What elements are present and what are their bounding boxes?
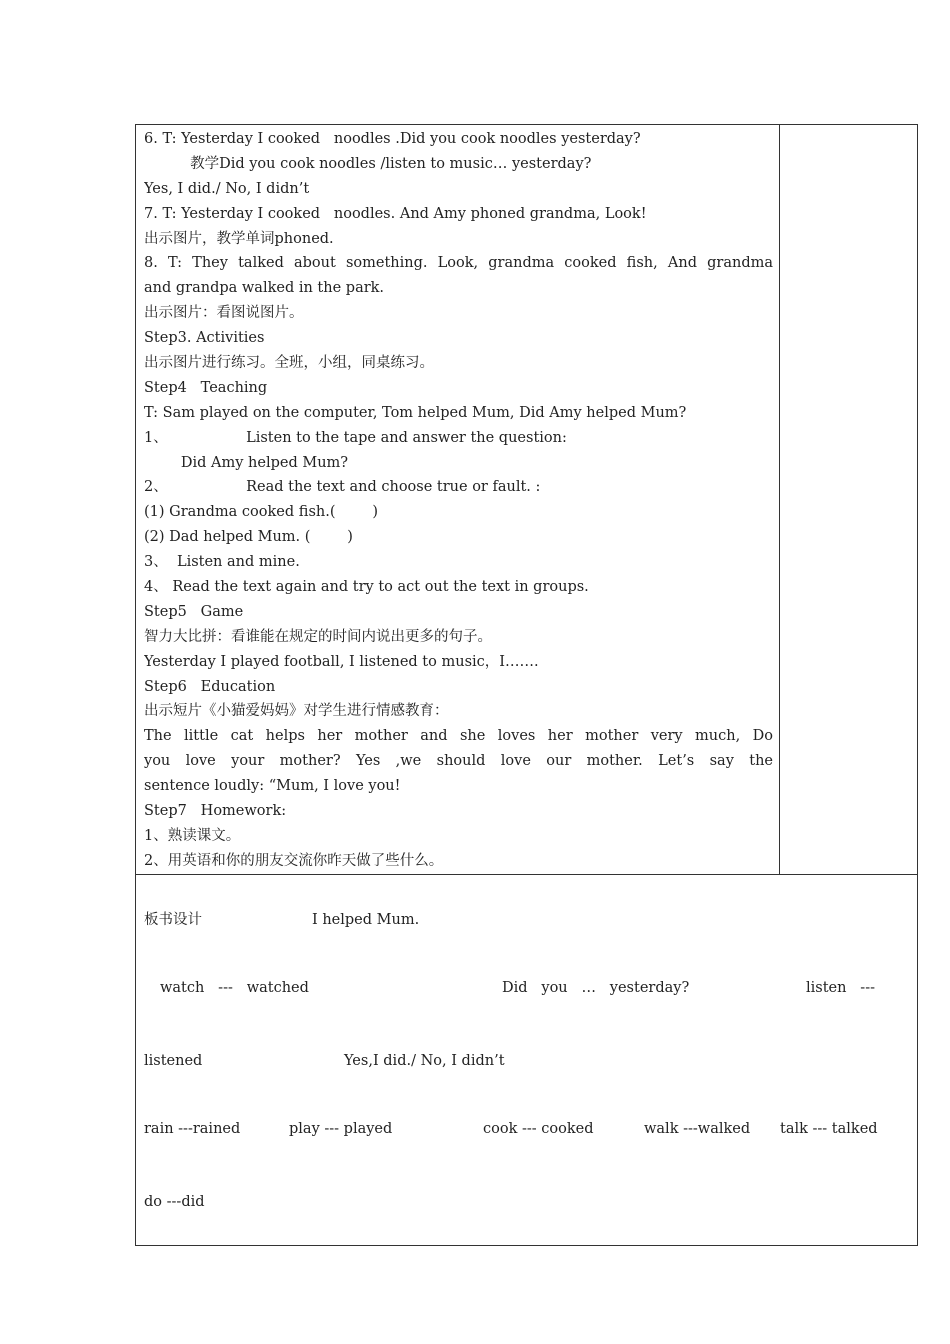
board-entry: play --- played: [289, 1120, 393, 1137]
line: Yes, I did./ No, I didn’t: [144, 180, 310, 197]
line: 出示图片，教学单词phoned.: [144, 230, 334, 247]
line: 1、熟读课文。: [144, 827, 241, 844]
line: and grandpa walked in the park.: [144, 280, 385, 297]
board-entry: Did you … yesterday?: [502, 979, 690, 996]
line: you love your mother? Yes ,we should love our mother. Let’s say the: [144, 753, 773, 770]
step-heading: Step6 Education: [144, 678, 276, 695]
board-entry: rain ---rained: [144, 1120, 241, 1137]
lesson-plan-table: [135, 124, 918, 1246]
line: sentence loudly: “Mum, I love you!: [144, 778, 401, 795]
board-entry: cook --- cooked: [483, 1120, 594, 1137]
line: 出示图片进行练习。全班，小组，同桌练习。: [144, 355, 434, 372]
line: Did Amy helped Mum?: [144, 454, 349, 471]
board-entry: watch --- watched: [160, 979, 309, 996]
blackboard-design: [136, 875, 917, 1245]
line: T: Sam played on the computer, Tom helped Mum, Did Amy helped Mum?: [144, 404, 687, 421]
blackboard-design-cell: [136, 874, 918, 1245]
step-heading: Step4 Teaching: [144, 379, 268, 396]
procedure-cell: [136, 125, 780, 875]
line: 2、用英语和你的朋友交流你昨天做了些什么。: [144, 852, 444, 869]
line: 8. T: They talked about something. Look, grandma cooked fish, And grandma: [144, 255, 773, 272]
board-entry: listen ---: [806, 979, 875, 996]
step-heading: Step7 Homework:: [144, 803, 287, 820]
line: 6. T: Yesterday I cooked noodles .Did you cook noodles yesterday?: [144, 131, 641, 147]
line: 智力大比拼：看谁能在规定的时间内说出更多的句子。: [144, 628, 492, 645]
board-entry: do ---did: [144, 1193, 205, 1210]
line: 7. T: Yesterday I cooked noodles. And Amy phoned grandma, Look!: [144, 205, 647, 222]
line: 3、 Listen and mine.: [144, 554, 300, 571]
board-title: I helped Mum.: [312, 911, 420, 928]
procedure-lines: [136, 125, 779, 874]
line: 出示图片：看图说图片。: [144, 305, 304, 322]
line: (2) Dad helped Mum. ( ): [144, 529, 353, 546]
board-entry: listened: [144, 1052, 203, 1069]
board-entry: Yes,I did./ No, I didn’t: [344, 1052, 505, 1069]
line: 1、 Listen to the tape and answer the question:: [144, 429, 567, 446]
board-entry: walk ---walked: [644, 1120, 751, 1137]
line: Yesterday I played football, I listened to music，I…….: [144, 653, 539, 670]
line: 教学Did you cook noodles /listen to music… yesterday?: [144, 155, 592, 172]
step-heading: Step5 Game: [144, 603, 244, 620]
step-heading: Step3. Activities: [144, 330, 265, 347]
line: 2、 Read the text and choose true or fault. :: [144, 479, 541, 496]
line: 4、 Read the text again and try to act out the text in groups.: [144, 579, 589, 596]
board-label: 板书设计: [144, 911, 202, 928]
board-entry: talk --- talked: [780, 1120, 878, 1137]
notes-cell: [780, 125, 918, 875]
line: The little cat helps her mother and she loves her mother very much, Do: [144, 728, 773, 745]
line: (1) Grandma cooked fish.( ): [144, 504, 379, 521]
line: 出示短片《小猫爱妈妈》对学生进行情感教育：: [144, 703, 449, 720]
